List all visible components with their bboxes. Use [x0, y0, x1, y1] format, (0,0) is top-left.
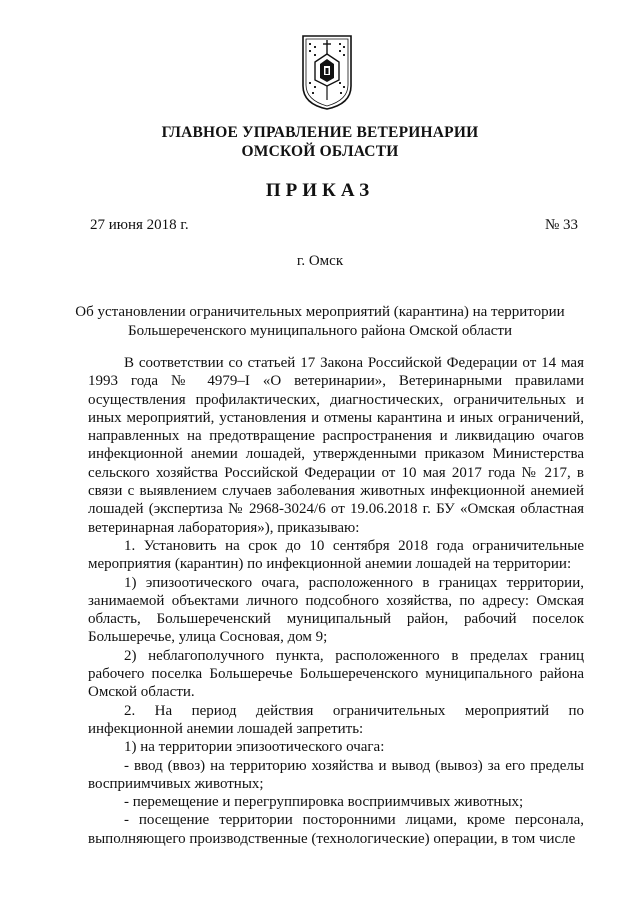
- restriction-item: - посещение территории посторонними лицами, кроме персонала, выполняющего производственные (технологические) операции, в том числе: [88, 812, 584, 847]
- clause-2-item-1: 1) на территории эпизоотического очага:: [124, 739, 385, 756]
- restriction-item: - ввод (ввоз) на территорию хозяйства и вывод (вывоз) за его пределы восприимчивых животных;: [88, 757, 584, 792]
- order-body: [88, 354, 584, 848]
- clause-1-item-1: 1) эпизоотического очага, расположенного в границах территории, занимаемой объектами личного подсобного хозяйства, по адресу: Омская область, Большереченский муниципальный район, рабочий поселок Большеречье, улица Сосновая, дом 9;: [88, 574, 584, 646]
- coat-of-arms-emblem: [300, 34, 354, 110]
- clause-1: 1. Установить на срок до 10 сентября 2018 года ограничительные мероприятия (карантин) по инфекционной анемии лошадей на территории:: [88, 537, 584, 573]
- preamble-paragraph: В соответствии со статьей 17 Закона Российской Федерации от 14 мая 1993 года № 4979–I «О ветеринарии», Ветеринарными правилами осуществления профилактических, диагностических, ограничительных и иных мероприятий, установления и отмены карантина и иных ограничений, направленных на предотвращение распространения и ликвидацию очагов инфекционной анемии лошадей, утвержденными приказом Министерства сельского хозяйства Российской Федерации от 10 мая 2017 года № 217, в связи с выявлением случаев заболевания животных инфекционной анемией лошадей (экспертиза № 2968-3024/6 от 19.06.2018 г. БУ «Омская областная ветеринарная лаборатория»), приказываю:: [88, 355, 584, 536]
- order-date: 27 июня 2018 г.: [90, 217, 189, 233]
- city-name: г. Омск: [296, 253, 344, 269]
- order-number: № 33: [544, 217, 578, 233]
- organization-name-line1: ГЛАВНОЕ УПРАВЛЕНИЕ ВЕТЕРИНАРИИ: [161, 124, 479, 141]
- clause-2: 2. На период действия ограничительных мероприятий по инфекционной анемии лошадей запретить:: [88, 702, 584, 737]
- organization-name-line2: ОМСКОЙ ОБЛАСТИ: [241, 143, 399, 160]
- order-subject: Об установлении ограничительных мероприятий (карантина) на территории Большереченского муниципального района Омской области: [75, 304, 565, 339]
- restriction-item: - перемещение и перегруппировка восприимчивых животных;: [124, 794, 524, 811]
- clause-1-item-2: 2) неблагополучного пункта, расположенного в пределах границ рабочего поселка Большеречье Большереченского муниципального района Омской области.: [88, 647, 584, 701]
- document-type-title: ПРИКАЗ: [265, 180, 375, 201]
